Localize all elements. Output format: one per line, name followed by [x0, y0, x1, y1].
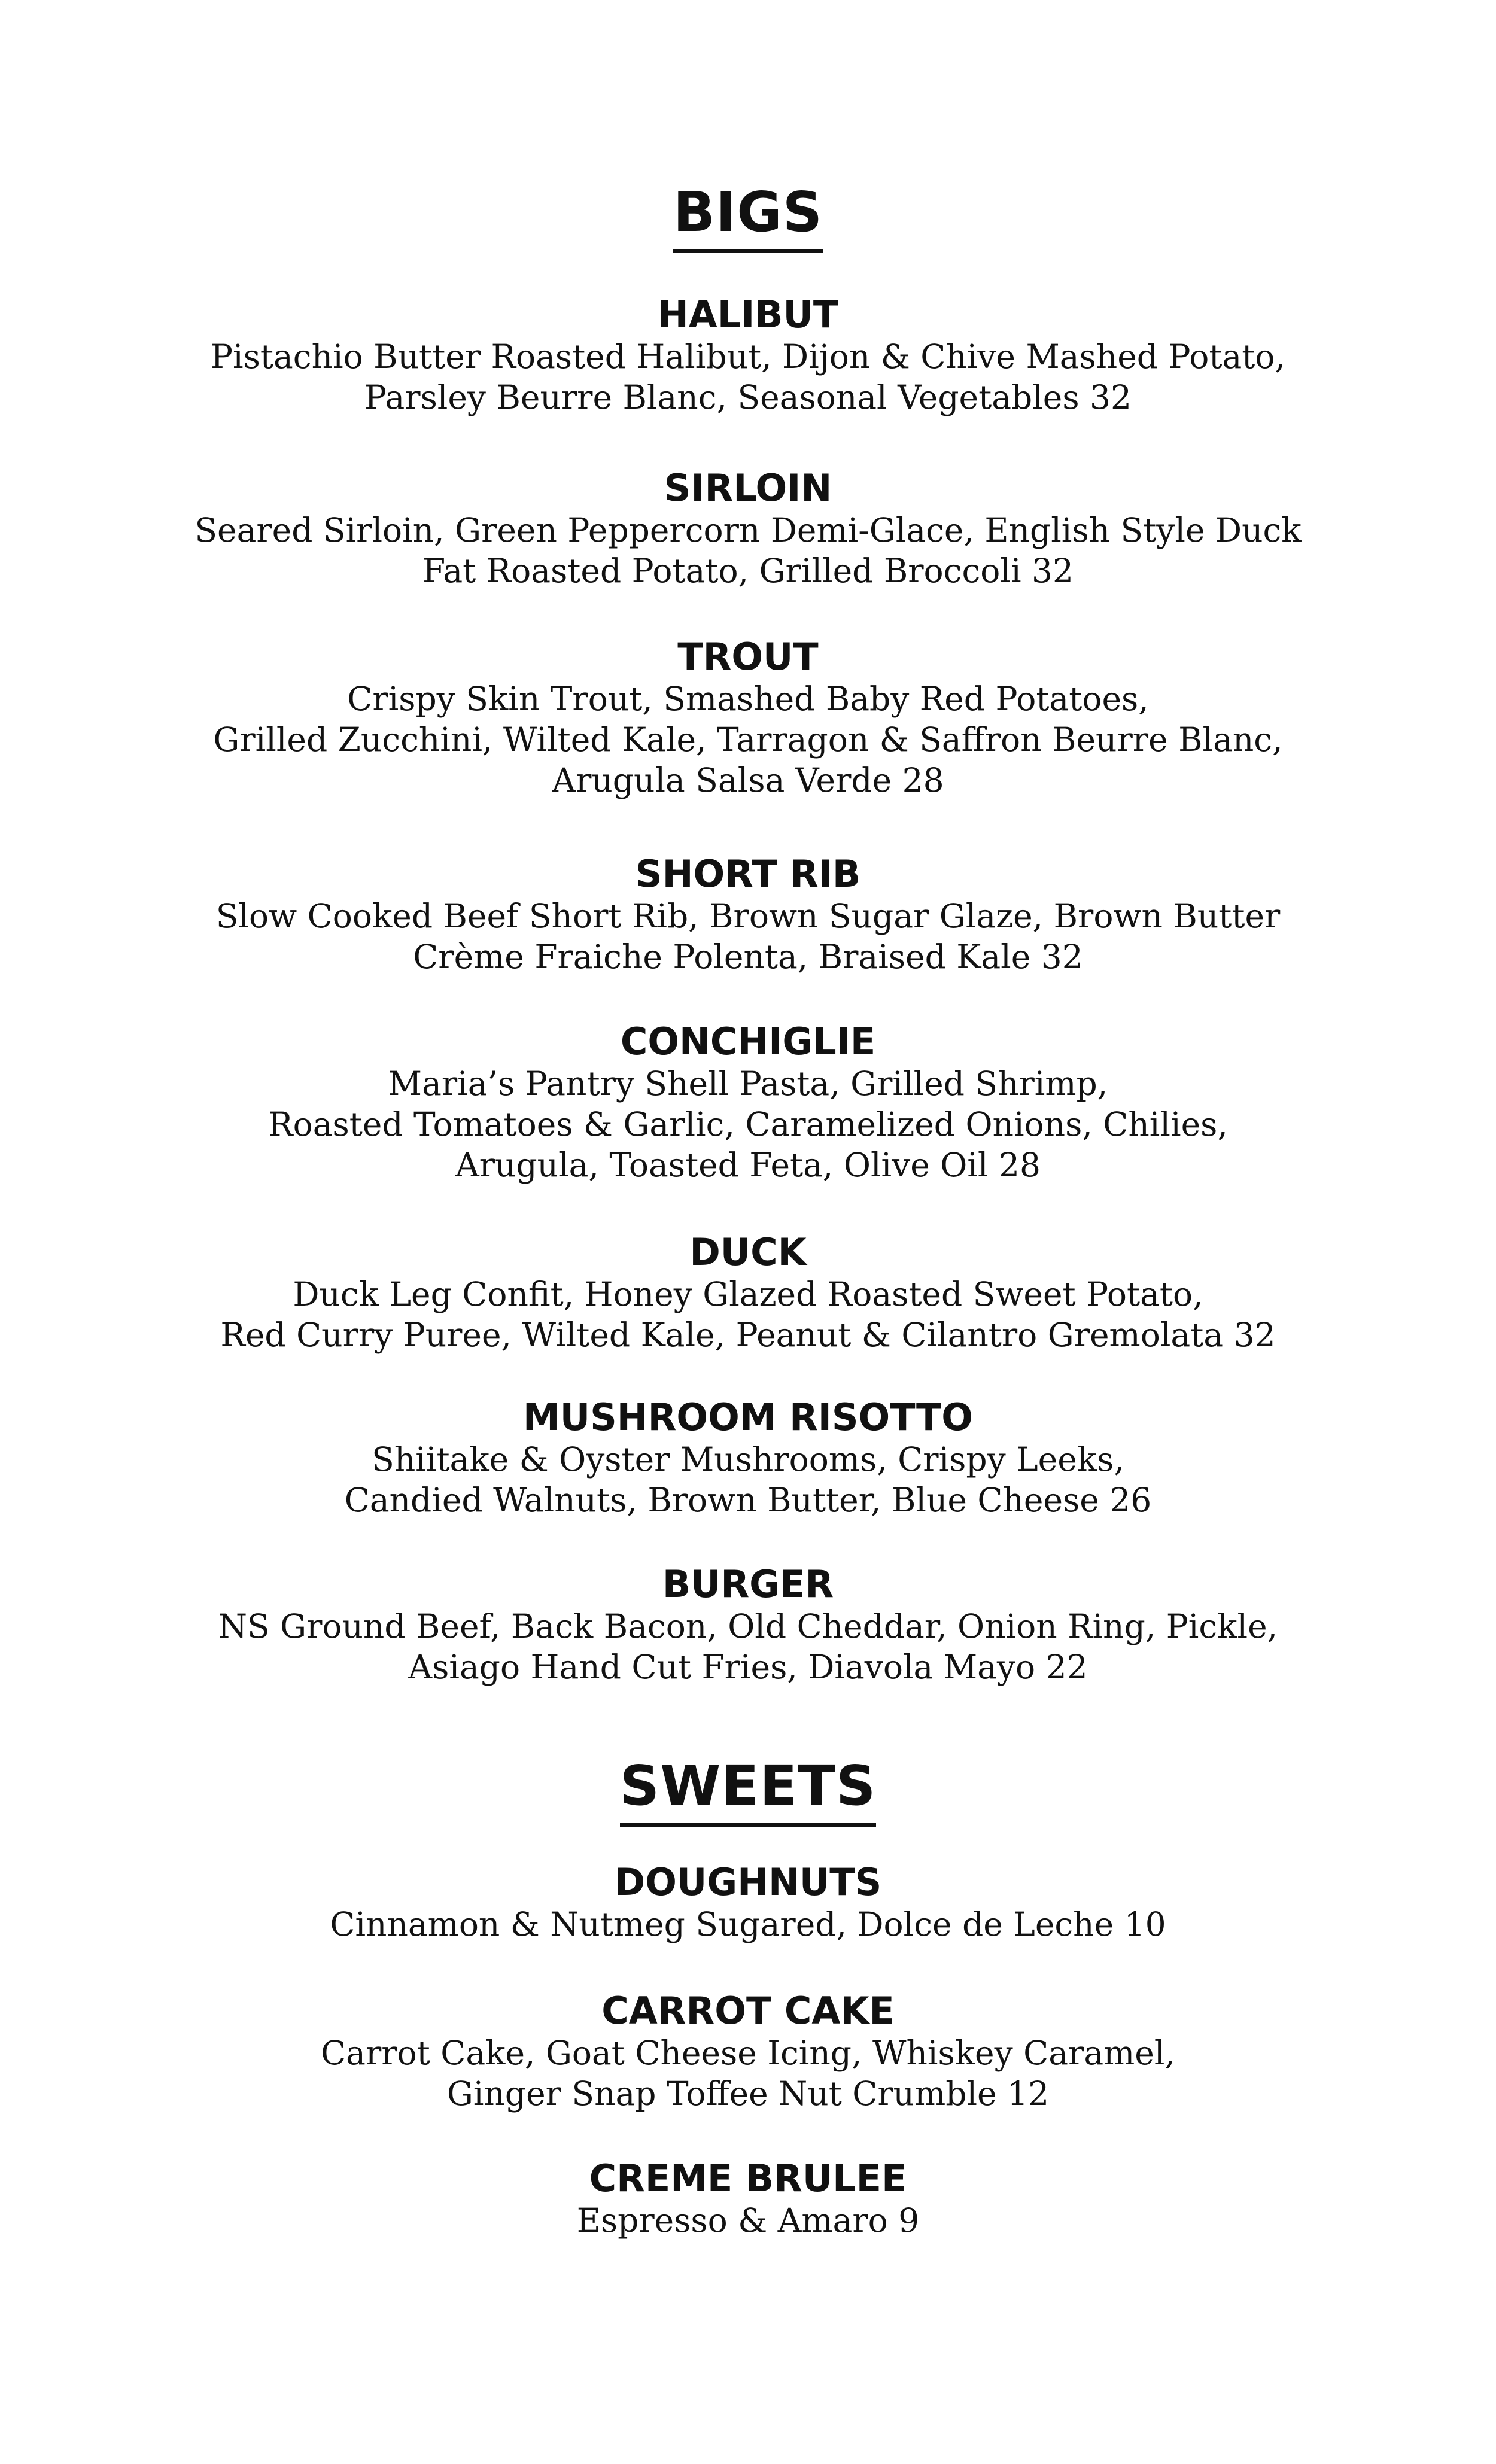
- menu-item-mushroom-risotto: [120, 1396, 1376, 1520]
- item-description: [120, 679, 1376, 801]
- item-description: [120, 336, 1376, 418]
- description-line: Pistachio Butter Roasted Halibut, Dijon & Chive Mashed Potato,: [211, 337, 1285, 376]
- menu-item-creme-brulee: [120, 2157, 1376, 2241]
- menu-item-burger: [120, 1563, 1376, 1687]
- description-line: Duck Leg Confit, Honey Glazed Roasted Sweet Potato,: [293, 1275, 1203, 1313]
- description-line: Fat Roasted Potato, Grilled Broccoli 32: [422, 552, 1074, 590]
- menu-item-sirloin: [120, 467, 1376, 591]
- description-line: Maria’s Pantry Shell Pasta, Grilled Shrimp,: [388, 1064, 1108, 1103]
- item-name: SIRLOIN: [664, 466, 832, 510]
- description-line: Carrot Cake, Goat Cheese Icing, Whiskey Caramel,: [321, 2034, 1175, 2072]
- item-description: [120, 896, 1376, 977]
- bigs-title: BIGS: [673, 180, 823, 253]
- item-description: [120, 1439, 1376, 1520]
- menu-item-doughnuts: [120, 1861, 1376, 1945]
- description-line: Parsley Beurre Blanc, Seasonal Vegetables 32: [364, 378, 1132, 416]
- menu-item-carrot-cake: [120, 1990, 1376, 2114]
- item-description: [120, 2200, 1376, 2241]
- item-description: [120, 510, 1376, 591]
- description-line: Crispy Skin Trout, Smashed Baby Red Potatoes,: [347, 680, 1149, 718]
- description-line: NS Ground Beef, Back Bacon, Old Cheddar, Onion Ring, Pickle,: [218, 1607, 1278, 1645]
- description-line: Slow Cooked Beef Short Rib, Brown Sugar Glaze, Brown Butter: [215, 897, 1281, 935]
- sweets-title: SWEETS: [620, 1753, 876, 1827]
- item-description: [120, 2033, 1376, 2114]
- item-name: SHORT RIB: [635, 852, 861, 896]
- menu-item-trout: [120, 635, 1376, 801]
- item-name: CONCHIGLIE: [620, 1020, 876, 1063]
- description-line: Shiitake & Oyster Mushrooms, Crispy Leeks,: [372, 1440, 1124, 1479]
- description-line: Arugula, Toasted Feta, Olive Oil 28: [455, 1146, 1041, 1184]
- description-line: Candied Walnuts, Brown Butter, Blue Cheese 26: [344, 1481, 1152, 1519]
- description-line: Espresso & Amaro 9: [576, 2201, 920, 2240]
- menu-item-short-rib: [120, 853, 1376, 977]
- item-description: [120, 1063, 1376, 1185]
- description-line: Grilled Zucchini, Wilted Kale, Tarragon & Saffron Beurre Blanc,: [213, 720, 1283, 759]
- item-name: HALIBUT: [657, 293, 839, 336]
- menu-item-conchiglie: [120, 1020, 1376, 1185]
- item-name: CARROT CAKE: [601, 1989, 895, 2033]
- sweets-section-header: [0, 1753, 1496, 1827]
- item-name: CREME BRULEE: [589, 2156, 907, 2200]
- description-line: Roasted Tomatoes & Garlic, Caramelized Onions, Chilies,: [268, 1105, 1228, 1143]
- menu-item-halibut: [120, 293, 1376, 418]
- item-description: [120, 1606, 1376, 1687]
- bigs-section-header: [0, 180, 1496, 253]
- item-description: [120, 1904, 1376, 1945]
- item-name: MUSHROOM RISOTTO: [523, 1395, 973, 1439]
- description-line: Ginger Snap Toffee Nut Crumble 12: [446, 2074, 1050, 2113]
- item-name: BURGER: [662, 1562, 834, 1606]
- menu-item-duck: [120, 1231, 1376, 1355]
- item-description: [120, 1274, 1376, 1355]
- item-name: TROUT: [677, 635, 819, 679]
- item-name: DOUGHNUTS: [614, 1860, 882, 1904]
- description-line: Seared Sirloin, Green Peppercorn Demi-Glace, English Style Duck: [194, 511, 1302, 549]
- description-line: Cinnamon & Nutmeg Sugared, Dolce de Leche 10: [330, 1905, 1166, 1943]
- description-line: Arugula Salsa Verde 28: [552, 761, 944, 799]
- description-line: Asiago Hand Cut Fries, Diavola Mayo 22: [408, 1648, 1088, 1686]
- description-line: Crème Fraiche Polenta, Braised Kale 32: [413, 938, 1083, 976]
- description-line: Red Curry Puree, Wilted Kale, Peanut & Cilantro Gremolata 32: [220, 1316, 1276, 1354]
- item-name: DUCK: [689, 1230, 807, 1274]
